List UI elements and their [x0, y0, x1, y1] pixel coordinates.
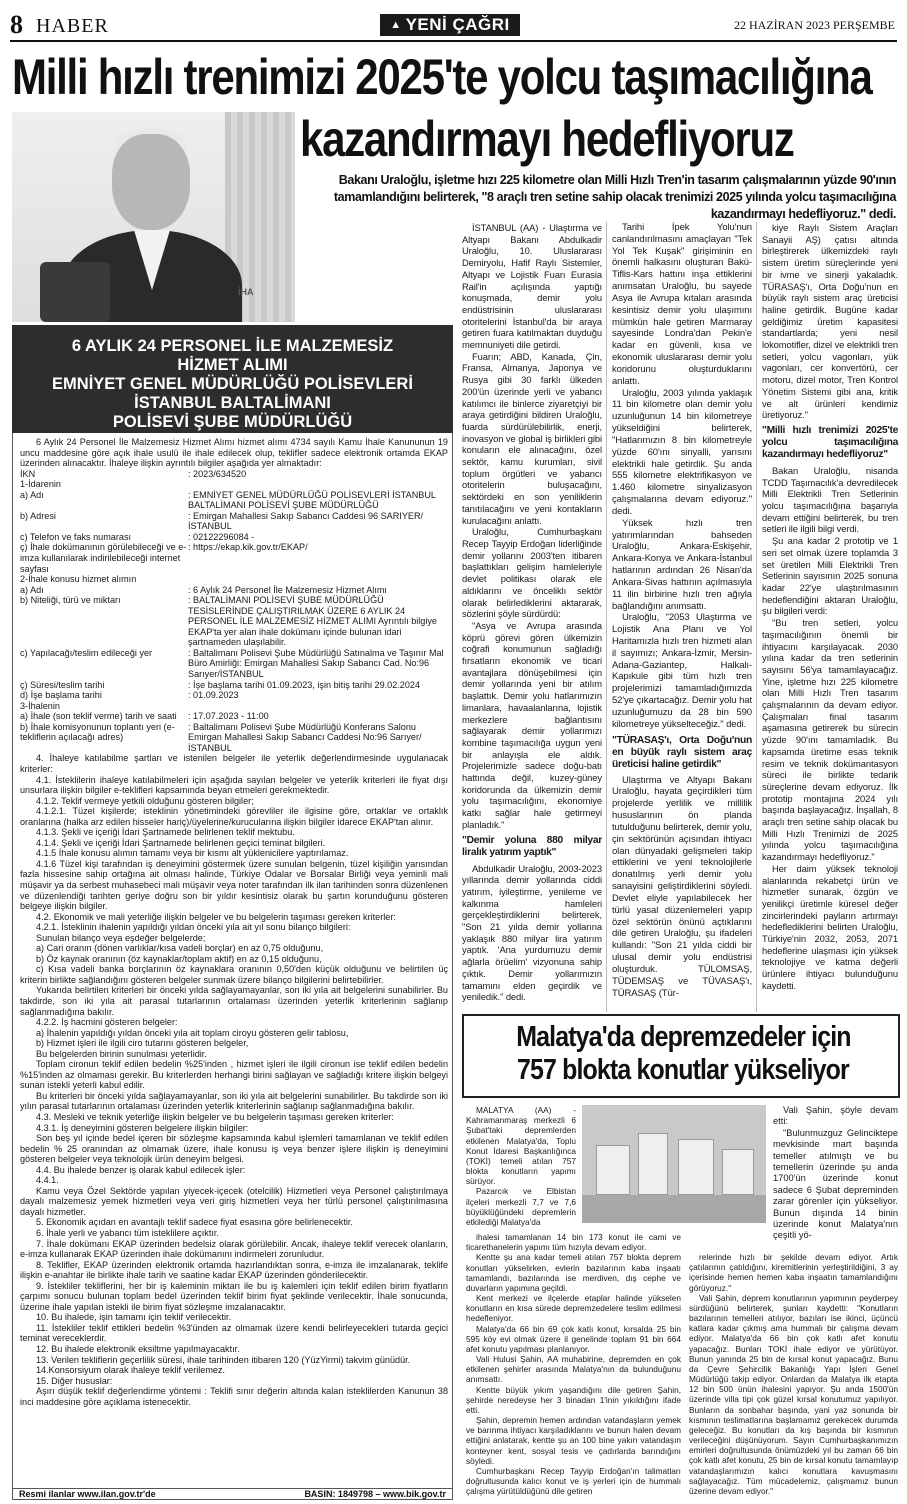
notice-paragraph: 4.2.1. İsteklinin ihalenin yapıldığı yıldan önceki yıla ait yıl sonu bilanço bilgileri:: [36, 922, 351, 933]
notice-paragraph: 4.1.4. Şekli ve içeriği İdari Şartnamede belirlenen geçici teminat bilgileri.: [36, 837, 326, 848]
notice-paragraph: a) İhalenin yapıldığı yıldan önceki yıla ait toplam ciroyu gösteren gelir tablosu,: [36, 1027, 349, 1038]
paragraph: Kentte büyük yıkım yaşandığını dile getiren Şahin, şehirde neredeyse her 3 binadan 1'inin yıkıldığını ifade etti.: [466, 1384, 681, 1415]
paragraph: Abdulkadir Uraloğlu, 2003-2023 yıllarında demir yollarında ciddi yatırım, iyileştirme, yenileme ve kalkınma hamleleri gerçekleştirdiklerini belirterek, "Son 21 yılda demir yollarına yaklaşık 880 milyar lira yatırım yaptık. 'Ana yurdumuzu demir ağlarla örüelim' vizyonuna sahip çıktık. Demir yollarımızın tamamını elden geçirdik ve yeniledik." dedi.: [462, 862, 602, 1003]
paragraph: "Asya ve Avrupa arasında köprü görevi gören ülkemizin coğrafi konumunun sağladığı fırsatların ekonomik ve ticari avantajlara dönüşebilmesi için demir yollarında yeni bir atılım başlattık. Demir yolu hatlarımızın limanlara, havaalanlarına, lojistik merkezlere bağlantısını sağlayarak demir yollarımızı kombine taşımacılığa uygun yeni bir anlayışla ele aldık. Projelerimizle sadece doğu-batı hattında değil, kuzey-güney koridorunda da ülkemizin demir yolu taşımacılığını, ekonomiye katkı sağlar hale getirmeyi planladık.": [462, 619, 602, 830]
notice-paragraph: 4. İhaleye katılabilme şartları ve istenilen belgeler ile yeterlik değerlendirmesinde uygulanacak kriterler:: [20, 753, 448, 774]
notice-paragraph: 9. İstekliler tekliflerini, her bir iş kaleminin miktarı ile bu iş kalemleri için teklif edilen birim fiyatların çarpımı sonucu bulunan toplam bedel üzerinden teklif birim fiyat şeklinde verilecektir. İhale sonucunda, üzerine ihale yapılan istekli ile birim fiyat sözleşme imzalanacaktır.: [20, 1280, 448, 1312]
second-article-column-3: [466, 1232, 681, 1496]
paragraph: Cumhurbaşkanı Recep Tayyip Erdoğan'ın talimatları doğrultusunda kalıcı konut ve iş yerleri için de hummalı çalışma yürütüldüğünü dile getiren: [466, 1465, 681, 1497]
notice-paragraph: Sunulan bilanço veya eşdeğer belgelerde;: [36, 932, 206, 943]
notice-field-row: [20, 479, 448, 490]
article-column-3: [762, 222, 898, 992]
logo-text: YENİ ÇAĞRI: [405, 15, 510, 34]
notice-field-value: [188, 574, 448, 585]
notice-paragraph: 7. İhale dokümanı EKAP üzerinden bedelsiz olarak görülebilir. Ancak, ihaleye teklif verecek olanların, e-imza kullanarak EKAP üzerinden ihale dokümanını indirmeleri zorunludur.: [20, 1238, 448, 1260]
article-deck: Bakanı Uraloğlu, işletme hızı 225 kilometre olan Milli Hızlı Tren'in tasarım çalışmalarının yüzde 90'ının tamamlandığını belirterek, "8 araçlı tren setine sahip olacak trenimizi 2025 yılında yolcu taşımacılığına kazandırmayı hedefliyoruz." dedi.: [333, 173, 896, 221]
article-column-2: [612, 222, 752, 999]
notice-paragraph: 5. Ekonomik açıdan en avantajlı teklif sadece fiyat esasına göre belirlenecektir.: [36, 1217, 353, 1228]
notice-paragraph: c) Kısa vadeli banka borçlarının öz kaynaklara oranının 0,50'den küçük olduğunu ve belirtilen üç kriterin birlikte sağlandığını gösteren belgeler sunmak üzere bilanço bilgilerini belirtebilirler.: [20, 964, 448, 985]
notice-field-label: ç) İhale dokümanının görülebileceği ve e-imza kullanılarak indirilebileceği internet sayfası: [20, 542, 187, 574]
headline-line-1: Milli hızlı trenimizi 2025'te yolcu taşımacılığına: [12, 49, 872, 105]
subheading: "Milli hızlı trenimizi 2025'te yolcu taşımacılığına kazandırmayı hedefliyoruz": [762, 424, 898, 460]
paragraph: "Bu tren setleri, yolcu taşımacılığının önemli bir ihtiyacını karşılayacak. 2030 yılına kadar da tren setlerinin sayısını 56'ya tamamlayacağız. Yine, işletme hızı 225 kilometre olan Milli Hızlı Tren tasarım çalışmalarının da devam ediyor. Çalışmaları final tasarım aşamasına getirerek bu sürecin yüzde 90'ını tamamladık. Bu kapsamda üretime esas teknik resim ve teknik dokümantasyon süreci ile birlikte tedarik süreçlerine devam ediyoruz. İlk prototip montajına 2024 yılı başında başlayacağız. İnşallah, 8 araçlı tren setine sahip olacak bu Milli Hızlı Trenimizi de 2025 yılında yolcu taşımacılığına kazandırmayı hedefliyoruz.": [762, 617, 898, 863]
notice-field-row: [20, 648, 448, 680]
headline-line-2: kazandırmayı hedefliyoruz: [300, 111, 794, 167]
notice-paragraph: 4.4.1.: [36, 1175, 59, 1186]
notice-field-label: b) Adresi: [20, 510, 56, 521]
notice-paragraph: 4.3. Mesleki ve teknik yeterliğe ilişkin belgeler ve bu belgelerin taşıması gereken kriterler:: [36, 1112, 394, 1122]
notice-paragraph: b) Öz kaynak oranının (öz kaynaklar/toplam aktif) en az 0,15 olduğunu,: [36, 953, 322, 964]
notice-field-label: a) Adı: [20, 489, 44, 500]
notice-field-row: [20, 490, 448, 511]
notice-field-row: [20, 585, 448, 596]
notice-field-label: 1-İdarenin: [20, 479, 61, 490]
notice-footer: [13, 1488, 452, 1499]
paragraph: ihalesi tamamlanan 14 bin 173 konut ile cami ve ticarethanelerin yapımı tüm hızıyla devam ediyor.: [466, 1232, 681, 1253]
notice-field-label: a) Adı: [20, 584, 44, 595]
section-name: HABER: [36, 15, 109, 37]
paragraph: MALATYA (AA) - Kahramanmaraş merkezli 6 Şubat'taki depremlerden etkilenen Malatya'da, Toplu Konut İdaresi Başkanlığınca (TOKİ) temeli atılan 757 blokta konutların yapımı sürüyor.: [466, 1105, 576, 1187]
notice-field-label: 2-İhale konusu hizmet alımın: [20, 574, 137, 585]
paragraph: Ulaştırma ve Altyapı Bakanı Uraloğlu, hayata geçirdikleri tüm projelerde yerlilik ve millilik hususlarının ön planda tutulduğunu belirterek, demir yolu, çin sektörünün açısından ihtiyacı olan dünyadaki gelişmeleri takip ettiklerini ve yeni teknolojilerle donatılmış yerli demir yolu sanayisini geliştirdiklerini söyledi. Devlet eliyle yapılabilecek her türlü yasal düzenlemeleri yapıp özel sektörün önünü açtıklarını dile getiren Uraloğlu, şu ifadeleri kullandı: "Son 21 yılda ciddi bir ulusal demir yolu endüstrisi oluşturduk. TÜLOMSAŞ, TÜDEMSAŞ ve TÜVASAŞ'ı, TÜRASAŞ (Tür-: [612, 774, 752, 999]
notice-title-line: İSTANBUL BALTALİMANI: [134, 394, 331, 412]
photo-building: [638, 1133, 668, 1195]
second-article-column-1: [466, 1105, 576, 1227]
second-headline-line-1: [468, 1020, 898, 1054]
paragraph: kiye Raylı Sistem Araçları Sanayii AŞ) çatısı altında birleştirerek ülkemizdeki raylı sistem üretim süreçlerinde yeni bir ivme ve sinerji yakaladık. TÜRASAŞ'ı, Orta Doğu'nun en büyük raylı sistem araç üreticisi haline getirdik. Bugüne kadar geldiğimiz üretim kapasitesi standartlarda; yeni nesil lokomotifler, dizel ve elektrikli tren setleri, yolcu vagonları, yük vagonları, cer konvertörü, cer motoru, dizel motor, Tren Kontrol Yönetim Sistemi gibi ana, kritik ve alt ürünleri kendimiz üretiyoruz.": [762, 222, 898, 421]
notice-title-line: 6 AYLIK 24 PERSONEL İLE MALZEMESİZ: [71, 337, 394, 355]
notice-field-label: 3-İhalenin: [20, 700, 60, 711]
notice-paragraph: 10. Bu ihalede, işin tamamı için teklif verilecektir.: [36, 1312, 232, 1323]
notice-paragraph: 4.4. Bu ihalede benzer iş olarak kabul edilecek işler:: [36, 1164, 246, 1175]
notice-paragraph: 4.1.5 İhale konusu alımın tamamı veya bir kısmı alt yüklenicilere yaptırılamaz.: [36, 848, 349, 859]
notice-paragraph: Toplam cironun teklif edilen bedelin %25'inden , hizmet işleri ile ilgili cironun ise teklif edilen bedelin %15'inden az olmaması gerekir. Bu kriterlerden herhangi birini sağlayan ve sağladığı kritere ilişkin belgeyi sunan istekli yeterli kabul edilir.: [20, 1059, 448, 1091]
notice-paragraph: 11. İstekliler teklif ettikleri bedelin %3'ünden az olmamak üzere kendi belirleyecekleri tutarda geçici teminat vereceklerdir.: [20, 1322, 448, 1344]
logo-mark-icon: ▲: [390, 19, 402, 31]
notice-field-value: : Baltalimanı Polisevi Şube Müdürlüğü Konferans Salonu Emirgan Mahallesi Sakıp Sabancı Caddesi No:96 Sarıyer/İSTANBUL: [188, 721, 422, 753]
notice-paragraph: 6. İhale yerli ve yabancı tüm isteklilere açıktır.: [36, 1228, 219, 1239]
second-article-column-4: [689, 1252, 898, 1496]
notice-field-value: [188, 701, 448, 712]
notice-paragraph: 8. Teklifler, EKAP üzerinden elektronik ortamda hazırlandıktan sonra, e-imza ile imzalanarak, teklife ilişkin e-anahtar ile birlikte ihale tarih ve saatine kadar EKAP üzerinden gönderilecektir.: [20, 1259, 448, 1281]
paragraph: Bakan Uraloğlu, nisanda TCDD Taşımacılık'a devredilecek Milli Elektrikli Tren Setlerinin yolcu taşımacılığına başarıyla devam ettiğini belirterek, bu tren setleri ile ilgili bilgi verdi.: [762, 464, 898, 535]
paragraph: Vali Şahin, şöyle devam etti:: [773, 1105, 898, 1127]
second-headline-text: 757 blokta konutlar yükseliyor: [517, 1054, 849, 1086]
notice-paragraph: Bu belgelerden birinin sunulması yeterlidir.: [36, 1048, 207, 1059]
notice-field-row: [20, 711, 448, 722]
photo-microphones: [40, 262, 110, 322]
notice-paragraph: b) Hizmet işleri ile ilgili ciro tutarını gösteren belgeler,: [36, 1038, 249, 1049]
paragraph: Vali Hulusi Şahin, AA muhabirine, depremden en çok etkilenen şehirler arasında Malatya'nın da bulunduğunu anımsattı.: [466, 1354, 681, 1385]
notice-field-value: : 17.07.2023 - 11:00: [188, 711, 269, 722]
newspaper-logo: [380, 14, 520, 36]
footer-press-code: BASIN: 1849798 – www.bik.gov.tr: [304, 1489, 446, 1499]
photo-building: [596, 1145, 630, 1195]
photo-ground: [582, 1195, 766, 1223]
paragraph: Kent merkezi ve ilçelerde etaplar halinde yükselen konutların en kısa sürede depremzedelere teslim edilmesi hedefleniyor.: [466, 1293, 681, 1324]
second-article-column-2: [773, 1105, 898, 1242]
notice-field-label: ç) Süresi/teslim tarihi: [20, 679, 105, 690]
notice-paragraph: 4.1.2.1. Tüzel kişilerde; isteklinin yönetimindeki görevliler ile ilgisine göre, ortaklar ve ortaklık oranlarına (halka arz edilen hisseler hariç)/üyelerine/kurucularına ilişkin bilgiler idarece EKAP'tan alınır.: [20, 806, 448, 827]
notice-banner: [12, 325, 453, 433]
notice-field-row: [20, 532, 448, 543]
notice-field-value: : İşe başlama tarihi 01.09.2023, işin bitiş tarihi 29.02.2024: [188, 679, 421, 690]
notice-paragraph: 4.3.1. İş deneyimini gösteren belgelere ilişkin bilgiler:: [36, 1122, 249, 1133]
notice-paragraph: Aşırı düşük teklif değerlendirme yöntemi : Teklifi sınır değerin altında kalan isteklilerden Kanunun 38 inci maddesine göre açıklama istenecektir.: [20, 1386, 448, 1407]
notice-paragraph: Bu kriterleri bir önceki yılda sağlayamayanlar, son iki yıla ait belgelerini sunabilirler. Bu takdirde son iki yılın parasal tutarlarının ortalaması üzerinden yeterlik kriterlerinin sağlanıp sağlanmadığına bakılır.: [20, 1090, 448, 1112]
paragraph: Vali Şahin, deprem konutlarının yapımının peyderpey sürdüğünü belirterek, şunları kaydetti: "Konutların bazılarının temelleri atılıyor, bazıları ise ikinci, üçüncü katlara kadar çıkmış ama hummalı bir çalışma devam ediyor. Malatya'da 66 bin çok katlı afet konutu yapacağız. Bunları TOKİ ihale ediyor ve yürütüyor. Bunun yanında 25 bin de kırsal konut yapacağız. Bunu da Çevre Şehircilik Bakanlığı Yapı İşleri Genel Müdürlüğü takip ediyor. Onlardan da Malatya ilk etapta 12 bin 500 ünün ihalesini yapıyor. Şu anda 1500'ün üzerinde villa tipi çok güzel kırsal konutumuz yapılıyor. Bunların da sonbahar başında, yani yaz sonunda bir kısmının teslimatlarına başlamamız gerekecek durumda geleceğiz. Bu konutları da kış başında bir kısmının verileceğini düşünüyorum. Sayın Cumhurbaşkanımızın emirleri doğrultusunda önümüzdeki yıl bu zaman 66 bin çok katlı afet konutu, 25 bin de kırsal konutu tamamlayıp vatandaşlarımızın kalıcı konutlara kavuşmasını sağlayacağız. Tüm mücadelemiz, çalışmamız bunun üzerine devam ediyor.": [689, 1292, 898, 1496]
notice-field-value: : BALTALİMANI POLİSEVİ ŞUBE MÜDÜRLÜĞÜ TESİSLERİNDE ÇALIŞTIRILMAK ÜZERE 6 AYLIK 24 PERSONEL İLE MALZEMESİZ HİZMET ALIMI Ayrıntılı bilgiye EKAP'ta yer alan ihale dokümanı içinde bulunan idari şartnameden ulaşılabilir.: [188, 595, 437, 648]
notice-paragraph: Kamu veya Özel Sektörde yapılan yiyecek-içecek (otelcilik) Hizmetleri veya Personel çalıştırılmaya dayalı malzemesiz yemek hizmetleri veya veri giriş hizmetleri veya her türlü personel çalıştırılmasına dayalı hizmetler.: [20, 1185, 448, 1217]
column-divider: [756, 222, 757, 1012]
notice-field-value: : 2023/634520: [188, 468, 247, 479]
notice-field-value: : EMNİYET GENEL MÜDÜRLÜĞÜ POLİSEVLERİ İSTANBUL BALTALİMANI POLİSEVİ ŞUBE MÜDÜRLÜĞÜ: [188, 489, 436, 511]
paragraph: Fuarın; ABD, Kanada, Çin, Fransa, Almanya, Japonya ve Rusya gibi 30 farklı ülkeden 200'ün üzerinde yerli ve yabancı katılımcı ile binlerce ziyaretçiyi bir araya getirdiğini bildiren Uraloğlu, fuarda sürdürülebilirlik, enerji, inovasyon ve global iş birlikleri gibi konuların ele alınacağını, özel sektör, kamu kurumları, sivil toplum örgütleri ve yabancı otoritelerin buluşacağını, sektördeki en son yeniliklerin tanıtılacağını ve yeni kontakların kurulacağını anlattı.: [462, 350, 602, 526]
paragraph: Yüksek hızlı tren yatırımlarından bahseden Uraloğlu, Ankara-Eskişehir, Ankara-Konya ve Ankara-İstanbul hatlarının ardından 26 Nisan'da Ankara-Sivas hattının açılmasıyla 11 ilin birbirine hızlı tren ağıyla bağlandığını anımsattı.: [612, 517, 752, 612]
notice-field-label: b) Niteliği, türü ve miktarı: [20, 595, 121, 606]
notice-field-label: c) Yapılacağı/teslim edileceği yer: [20, 647, 153, 658]
notice-field-row: [20, 469, 448, 480]
notice-paragraph: Yukarıda belirtilen kriterleri bir önceki yılda sağlayamayanlar, son iki yıla ait belgelerini sunabilirler. Bu takdirde, son iki yıla ait parasal tutarlarının ortalaması üzerinden yeterlik kriterlerinin sağlanıp sağlanmadığına bakılır.: [20, 985, 448, 1017]
page-header: [0, 0, 907, 44]
notice-paragraph: a) Cari oranın (dönen varlıklar/kısa vadeli borçlar) en az 0,75 olduğunu,: [36, 943, 324, 954]
notice-paragraph: 4.1.2. Teklif vermeye yetkili olduğunu gösteren bilgiler;: [36, 795, 254, 806]
second-headline-text: Malatya'da depremzedeler için: [515, 1021, 851, 1053]
paragraph: Şahin, depremin hemen ardından vatandaşların yemek ve barınma ihtiyacı karşıladıklarını ve bunun halen devam ettiğini anlatarak, kentte şu an 100 bine yakın vatandaşın konteyner kent, sosyal tesis ve çadırlarda barındığını söyledi.: [466, 1415, 681, 1466]
paragraph: Malatya'da 66 bin 69 çok katlı konut, kırsalda 25 bin 595 köy evi olmak üzere il genelinde toplam 91 bin 664 afet konutu yapılması planlanıyor.: [466, 1323, 681, 1354]
paragraph: Uraloğlu, Cumhurbaşkanı Recep Tayyip Erdoğan liderliğinde demir yollarını 2003'ten itibaren başlattıkları gelişim hamleleriyle devlet politikası olarak ele aldıklarını ve önceliklı sektör olarak belirlediklerini aktararak, sözlerini şöyle sürdürdü:: [462, 526, 602, 620]
notice-fields: [20, 469, 448, 754]
page-number: 8: [10, 10, 23, 39]
notice-body: [20, 437, 448, 1407]
photo-building: [722, 1149, 754, 1195]
notice-title-line: HİZMET ALIMI: [177, 356, 288, 374]
notice-field-row: [20, 542, 448, 574]
paragraph: İSTANBUL (AA) - Ulaştırma ve Altyapı Bakanı Abdulkadir Uraloğlu, 10. Uluslararası Demiryolu, Hafif Raylı Sistemler, Altyapı ve Lojistik Fuarı Eurasia Rail'in açılışında yaptığı konuşmada, demir yolu endüstrisinin uluslararası otoritelerini İstanbul'da bir araya getiren fuara katılmaktan duyduğu memnuniyeti dile getirdi.: [462, 222, 602, 351]
issue-date: 22 HAZİRAN 2023 PERŞEMBE: [733, 18, 895, 32]
notice-field-row: [20, 595, 448, 648]
notice-paragraph: 4.1. İsteklilerin ihaleye katılabilmeleri için aşağıda sayılan belgeler ve yeterlik kriterleri ile fiyat dışı unsurlara ilişkin bilgiler e-teklifleri kapsamında beyan etmeleri gerekmektedir.: [20, 774, 448, 796]
notice-field-label: d) İşe başlama tarihi: [20, 690, 102, 701]
photo-credit: İHA: [238, 287, 254, 297]
notice-field-label: b) İhale komisyonunun toplantı yeri (e-tekliflerin açılacağı adres): [20, 721, 175, 743]
notice-title-line: POLİSEVİ ŞUBE MÜDÜRLÜĞÜ: [112, 413, 353, 431]
construction-site-photo: [582, 1105, 766, 1223]
notice-field-row: [20, 574, 448, 585]
notice-field-row: [20, 680, 448, 691]
notice-paragraph: 13. Verilen tekliflerin geçerlilik süresi, ihale tarihinden itibaren 120 (YüzYirmi) takvim günüdür.: [36, 1354, 411, 1365]
paragraph: relerinde hızlı bir şekilde devam ediyor. Artık çatılarının çatıldığını, kiremitlerinin yerleştirildiğini, 3 ay içerisinde hemen hemen kaba inşaatın tamamlandığını görüyoruz.": [689, 1252, 898, 1293]
paragraph: Pazarcık ve Elbistan ilçeleri merkezli 7,7 ve 7,6 büyüklüğündeki depremlerin etkilediği Malatya'da: [466, 1186, 576, 1227]
paragraph: Tarihi İpek Yolu'nun canlandırılmasını amaçlayan "Tek Yol Tek Kuşak" girişiminin en önemli halkasını oluşturan Bakü-Tiflis-Kars hattını inşa ettiklerini anımsatan Uraloğlu, bu sayede Asya ile Avrupa kıtaları arasında kesintisiz demir yolu ulaşımını mümkün hale getiren Marmaray sayesinde Londra'dan Pekin'e kadar en güvenli, kısa ve ekonomik uluslararası demir yolu koridorunu oluşturduklarını anlattı.: [612, 222, 752, 387]
subheading: "Demir yoluna 880 milyar liralık yatırım yaptık": [462, 834, 602, 858]
photo-head: [112, 134, 190, 230]
notice-paragraph: 15. Diğer hususlar:: [36, 1375, 113, 1386]
notice-field-value: : 01.09.2023: [188, 690, 239, 701]
minister-photo: [12, 112, 295, 322]
notice-paragraphs: [20, 753, 448, 1407]
notice-field-row: [20, 722, 448, 754]
paragraph: Kentte şu ana kadar temeli atılan 757 blokta deprem konutları yükselirken, evlerin bazılarının kaba inşaatı tamamlandı, bazılarında ise merdiven, dış cephe ve duvarların yapımına geçildi.: [466, 1252, 681, 1293]
paragraph: Uraloğlu, 2003 yılında yaklaşık 11 bin kilometre olan demir yolu uzunluğunun 14 bin kilometreye yükseldiğini belirterek, "Hatlarımızın 8 bin kilometreyle yüzde 60'ını sinyalli, yarısını elektrikli hale getirdik. Şu anda 555 kilometre elektrifikasyon ve 1.460 kilometre sinyalizasyon çalışmalarına devam ediyoruz." dedi.: [612, 387, 752, 517]
notice-field-value: : Baltalimanı Polisevi Şube Müdürlüğü Satınalma ve Taşınır Mal Büro Amirliği: Emirgan Mahallesi Sakıp Sabancı Cad. No:96 Sarıyer/İSTANBUL: [188, 647, 444, 680]
notice-field-label: a) İhale (son teklif verme) tarih ve saati: [20, 711, 177, 722]
paragraph: "Bulunmuzguz Gelinciktepe mevkisinde mart başında temeller atılmıştı ve bu temellerin üzerinde şu anda 1700'ün üzerinde konut sadece 6 Şubat depreminden zarar görenler için yükseliyor. Bunun dışında 14 binin üzerinde konut Malatya'nın çeşitli yö-: [773, 1127, 898, 1241]
paragraph: Her daim yüksek teknoloji alanlarında rekabetçi ürün ve hizmetler sunarak, özgün ve yenilikçi üretimle küresel değer zincirlerindeki payların artırmayı hedeflediklerini belirten Uraloğlu, Türkiye'nin 2032, 2053, 2071 hedeflerine ulaşması için yüksek teknolojiye ve katma değerli ürünlere ihtiyacı bulunduğunu kaydetti.: [762, 862, 898, 991]
notice-intro: 6 Aylık 24 Personel İle Malzemesiz Hizmet Alımı hizmet alımı 4734 sayılı Kamu İhale Kanununun 19 uncu maddesine göre açık ihale usulü ile ihale edilecek olup, teklifler sadece elektronik ortamda EKAP üzerinden alınacaktır. İhaleye ilişkin ayrıntılı bilgiler aşağıda yer almaktadır:: [20, 437, 448, 469]
notice-field-value: : 6 Aylık 24 Personel İle Malzemesiz Hizmet Alımı: [188, 584, 387, 595]
paragraph: Şu ana kadar 2 prototip ve 1 seri set olmak üzere toplamda 3 set üretilen Milli Elektrikli Tren Setlerinin sayısının 2025 sonuna kadar 22'ye ulaştırılmasının hedeflendiğini aktaran Uraloğlu, şu bilgileri verdi:: [762, 535, 898, 617]
notice-field-value: : Emirgan Mahallesi Sakıp Sabancı Caddesi 96 SARIYER/İSTANBUL: [188, 510, 424, 532]
column-divider: [606, 222, 607, 1012]
notice-paragraph: 4.2.2. İş hacmini gösteren belgeler:: [36, 1017, 178, 1028]
notice-field-row: [20, 701, 448, 712]
notice-field-value: : 02122296084 -: [188, 531, 255, 542]
article-column-1: [462, 222, 602, 1003]
notice-title-line: EMNİYET GENEL MÜDÜRLÜĞÜ POLİSEVLERİ: [52, 375, 413, 393]
notice-field-row: [20, 690, 448, 701]
footer-ilan-link[interactable]: Resmi ilanlar www.ilan.gov.tr'de: [19, 1489, 156, 1499]
notice-field-row: [20, 511, 448, 532]
notice-field-label: İKN: [20, 468, 36, 479]
subheading: "TÜRASAŞ'ı, Orta Doğu'nun en büyük raylı sistem araç üreticisi haline getirdik": [612, 734, 752, 770]
photo-building: [678, 1139, 714, 1195]
notice-paragraph: 4.1.3. Şekli ve içeriği İdari Şartnamede belirlenen teklif mektubu.: [36, 827, 295, 838]
notice-paragraph: 12. Bu ihalede elektronik eksiltme yapılmayacaktır.: [36, 1344, 240, 1355]
header-rule: [10, 40, 897, 42]
notice-field-value: [188, 479, 448, 490]
notice-field-value: : https://ekap.kik.gov.tr/EKAP/: [188, 542, 308, 553]
notice-paragraph: 4.2. Ekonomik ve mali yeterliğe ilişkin belgeler ve bu belgelerin taşıması gereken kriterler:: [36, 911, 396, 922]
second-headline-line-2: [468, 1053, 898, 1087]
paragraph: Uraloğlu, "2053 Ulaştırma ve Lojistik Ana Planı ve Yol Haritamızla hızlı tren hizmeti alan il sayımızı; Ankara-İzmir, Mersin-Adana-Gaziantep, Halkalı-Kapıkule gibi tüm hızlı tren projelerimizi tamamladığımızda 52'ye çıkartacağız. Demir yolu hat uzunluğumuzu da 28 bin 590 kilometreye yükselteceğiz." dedi.: [612, 612, 752, 730]
notice-paragraph: Son beş yıl içinde bedel içeren bir sözleşme kapsamında kabul işlemleri tamamlanan ve teklif edilen bedelin % 25 oranından az olmamak üzere, ihale konusu iş veya benzer işlere ilişkin iş deneyimini gösteren belgeler veya teknolojik ürün deneyim belgesi.: [20, 1133, 448, 1165]
notice-field-label: c) Telefon ve faks numarası: [20, 531, 132, 542]
notice-paragraph: 4.1.6 Tüzel kişi tarafından iş deneyimini göstermek üzere sunulan belgenin, tüzel kişiliğin yarısından fazla hissesine sahip ortağına ait olması halinde, Türkiye Odalar ve Borsalar Birliği veya yeminli mali müşavir ya da serbest muhasebeci mali müşavir veya noter tarafından ilk ilan tarihinden sonra düzenlenen ve düzenlendiği tarihten geriye doğru son bir yıldır kesintisiz olarak bu şartın korunduğunu gösteren belgeye ilişkin bilgiler.: [20, 858, 448, 912]
notice-paragraph: 14.Konsorsiyum olarak ihaleye teklif verilemez.: [36, 1365, 226, 1376]
